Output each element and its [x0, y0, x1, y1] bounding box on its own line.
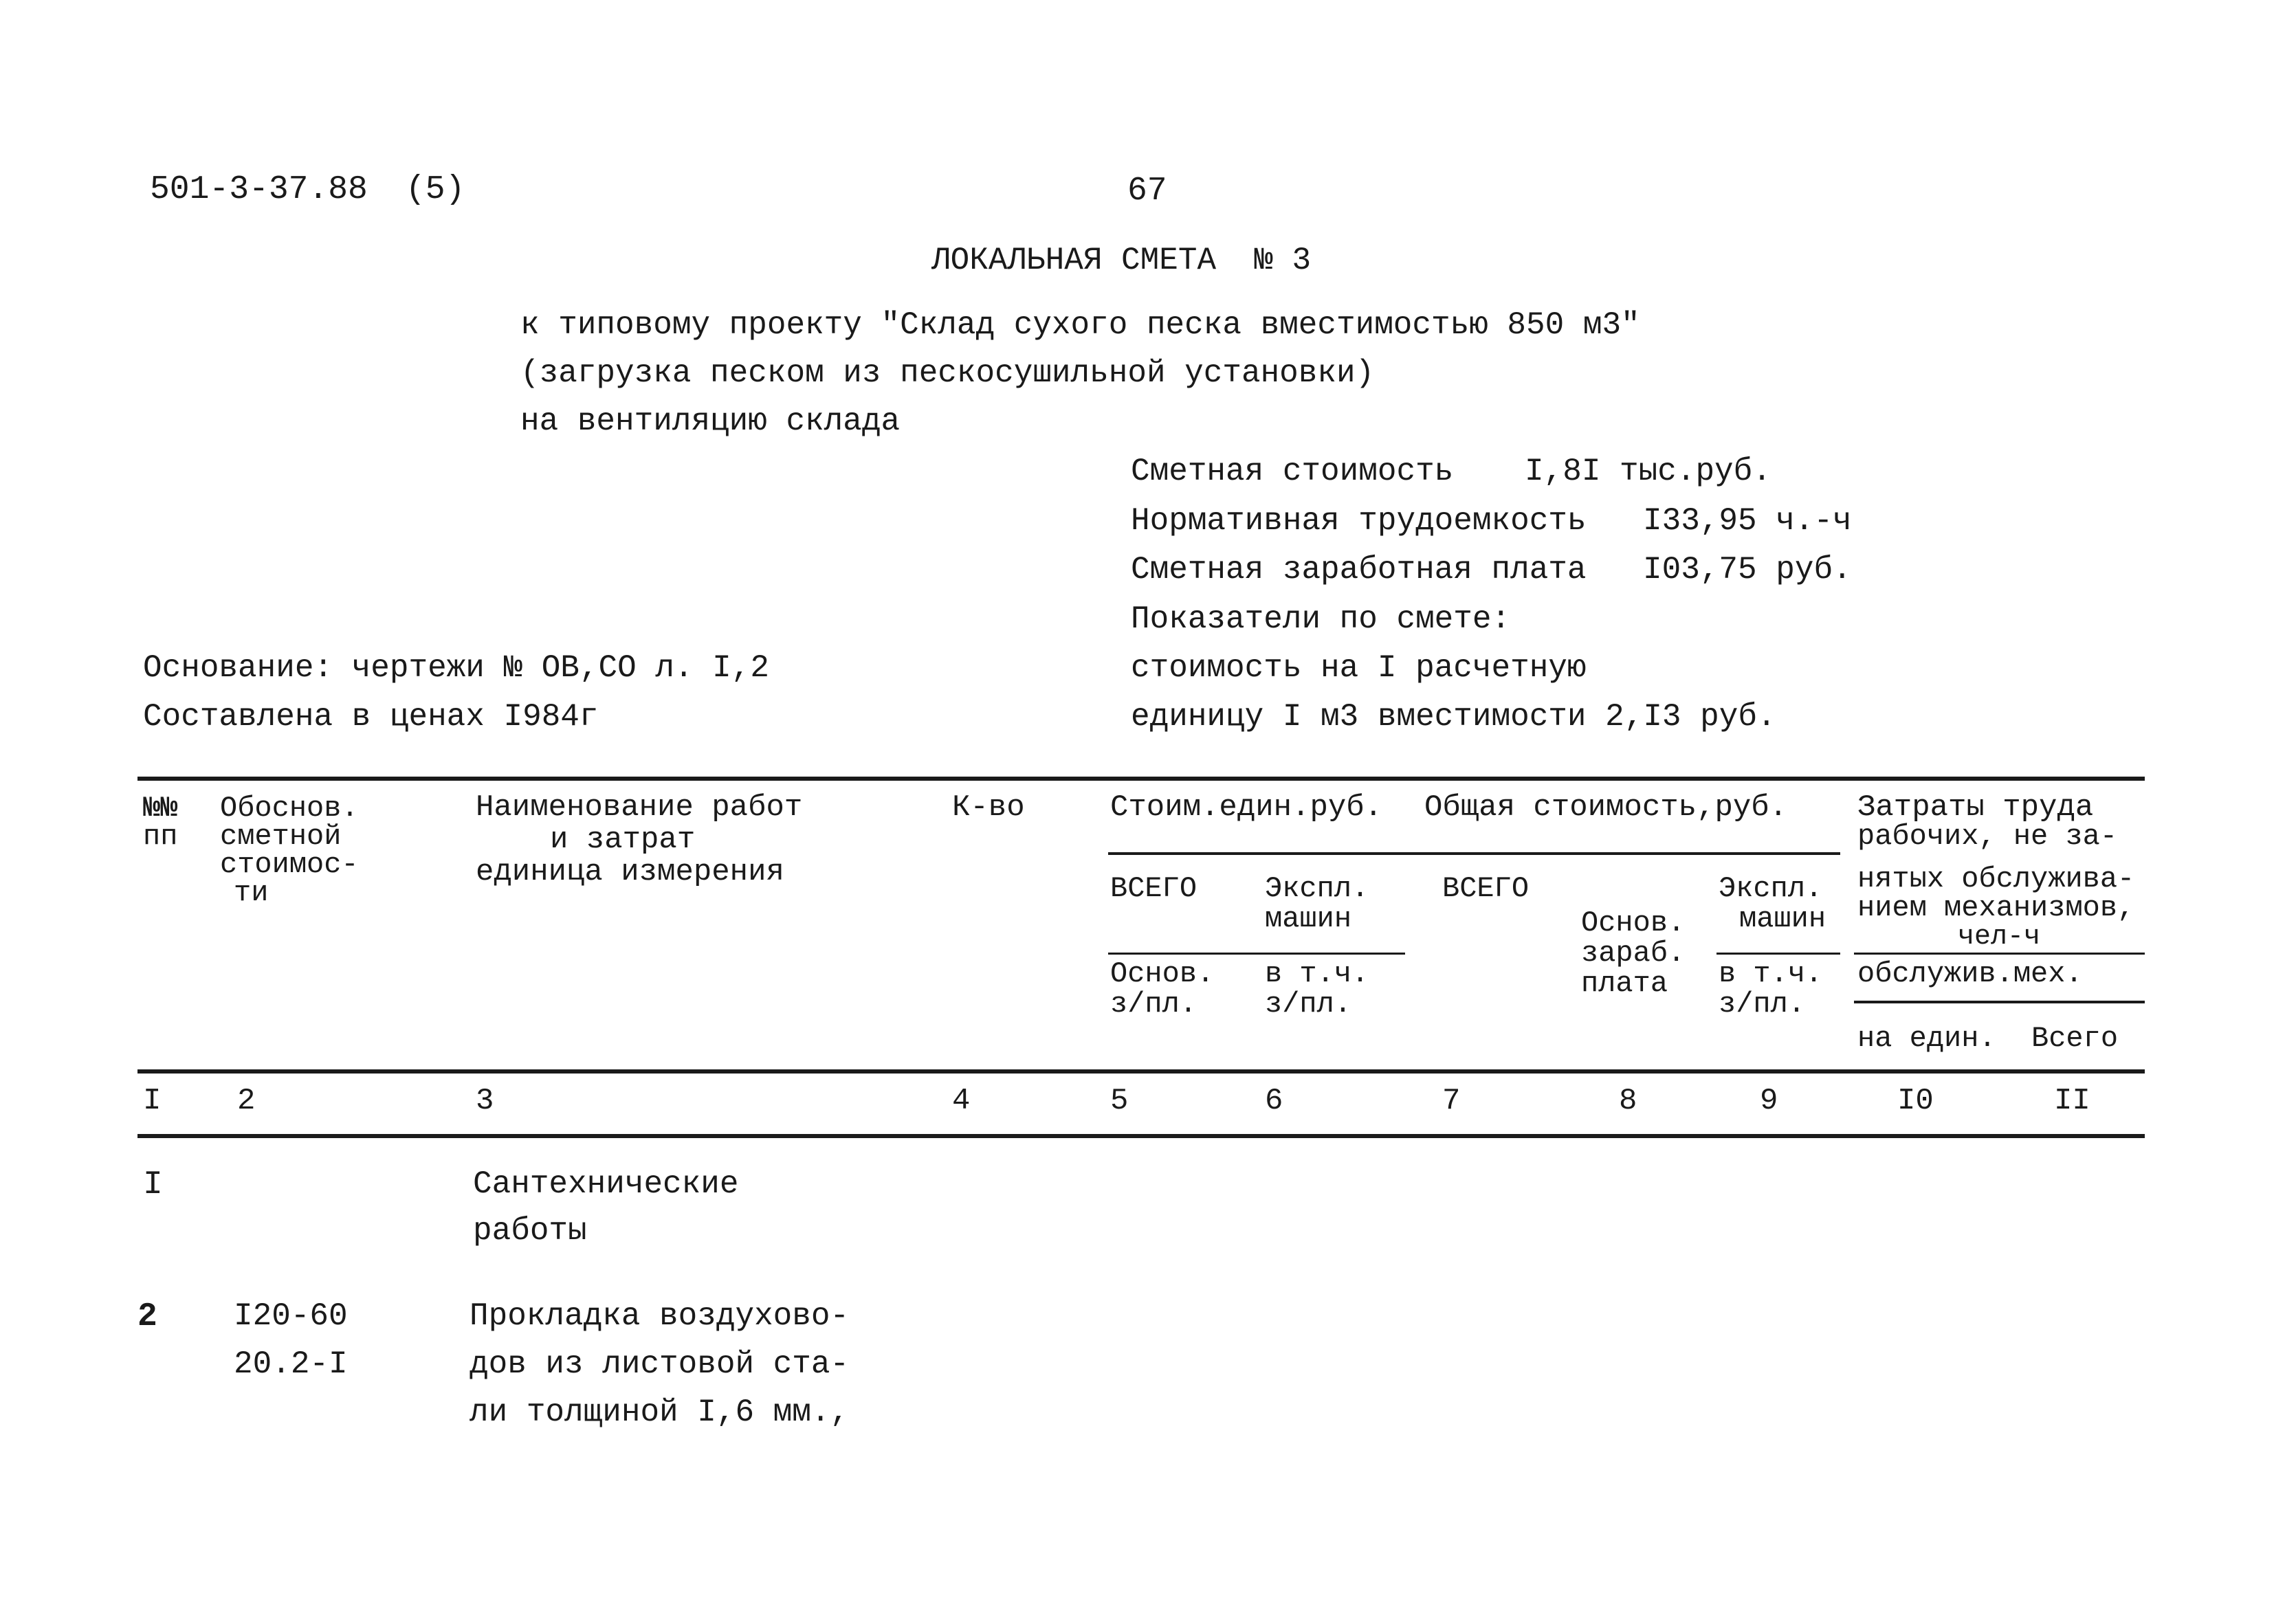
row-name-line-1: Прокладка воздухово- — [470, 1298, 850, 1334]
col-name-header-1: Наименование работ — [476, 790, 803, 825]
labor-header-6: обслужив.мех. — [1857, 957, 2083, 990]
row-name-line-2: дов из листовой ста- — [470, 1346, 850, 1382]
col-basis-header-2: сметной — [220, 820, 342, 853]
project-line-2: (загрузка песком из пескосушильной установки) — [520, 355, 1375, 391]
estimated-cost-label: Сметная стоимость — [1131, 454, 1454, 489]
labor-intensity-value: I33,95 ч.-ч — [1643, 503, 1852, 539]
unit-mach-header-1: Экспл. — [1265, 872, 1369, 905]
estimated-wage-label: Сметная заработная плата — [1131, 552, 1587, 588]
estimated-wage-value: I03,75 руб. — [1643, 552, 1852, 588]
total-mach-sub-rule — [1716, 953, 1840, 955]
column-number: I0 — [1897, 1084, 1934, 1118]
total-mach-header-2: машин — [1739, 902, 1826, 935]
row-code-line-1: I20-60 — [234, 1298, 348, 1334]
unit-cost-line-2: единицу I м3 вместимости 2,I3 руб. — [1131, 699, 1776, 735]
total-base-wage-header-1: Основ. — [1581, 906, 1686, 939]
labor-header-5: чел-ч — [1958, 922, 2041, 953]
total-incl-wage-header-2: з/пл. — [1719, 988, 1806, 1021]
unit-base-wage-header-1: Основ. — [1110, 957, 1215, 990]
document-title: ЛОКАЛЬНАЯ СМЕТА № 3 — [931, 243, 1312, 278]
column-number: 4 — [952, 1084, 971, 1118]
labor-total-header: Всего — [2031, 1022, 2119, 1055]
header-bottom-rule — [137, 1069, 2145, 1074]
row-name-line-2: работы — [473, 1213, 587, 1249]
column-number: 9 — [1760, 1084, 1778, 1118]
unit-cost-sub-rule — [1108, 953, 1405, 955]
column-number: 7 — [1442, 1084, 1461, 1118]
unit-mach-header-2: машин — [1265, 902, 1352, 935]
labor-header-1: Затраты труда — [1857, 790, 2094, 825]
row-number: I — [143, 1166, 163, 1203]
basis-drawings: Основание: чертежи № ОВ,СО л. I,2 — [143, 650, 769, 686]
total-mach-header-1: Экспл. — [1719, 872, 1823, 905]
col-qty-header: К-во — [952, 790, 1025, 825]
row-number: 2 — [137, 1298, 157, 1335]
labor-sub-rule-2 — [1854, 1001, 2145, 1003]
unit-incl-wage-header-1: в т.ч. — [1265, 957, 1369, 990]
column-number: 6 — [1265, 1084, 1283, 1118]
column-number: 5 — [1110, 1084, 1129, 1118]
labor-header-4: нием механизмов, — [1857, 891, 2135, 924]
col-num-header-1: №№ — [143, 792, 178, 825]
labor-intensity-label: Нормативная трудоемкость — [1131, 503, 1587, 539]
total-total-header: ВСЕГО — [1442, 872, 1530, 905]
table-top-rule — [137, 777, 2145, 781]
group-header-rule — [1108, 852, 1840, 855]
col-name-header-2: и затрат — [550, 823, 696, 857]
col-basis-header-1: Обоснов. — [220, 792, 359, 825]
column-number: I — [143, 1084, 162, 1118]
column-numbers-rule — [137, 1134, 2145, 1138]
col-num-header-2: пп — [143, 820, 178, 853]
labor-header-3: нятых обслужива- — [1857, 863, 2135, 896]
unit-cost-group-header: Стоим.един.руб. — [1110, 790, 1383, 825]
unit-base-wage-header-2: з/пл. — [1110, 988, 1197, 1021]
document-code: 501-3-37.88 — [150, 171, 368, 208]
unit-cost-line-1: стоимость на I расчетную — [1131, 650, 1587, 686]
labor-per-unit-header: на един. — [1857, 1022, 1996, 1055]
column-number: II — [2054, 1084, 2090, 1118]
row-name-line-3: ли толщиной I,6 мм., — [470, 1394, 850, 1430]
labor-header-2: рабочих, не за- — [1857, 820, 2118, 853]
document-part: (5) — [406, 171, 465, 208]
labor-sub-rule-1 — [1854, 953, 2145, 955]
total-base-wage-header-3: плата — [1581, 967, 1668, 1000]
total-cost-group-header: Общая стоимость,руб. — [1424, 790, 1788, 825]
col-basis-header-3: стоимос- — [220, 848, 359, 881]
page-number: 67 — [1127, 173, 1167, 210]
unit-incl-wage-header-2: з/пл. — [1265, 988, 1352, 1021]
total-base-wage-header-2: зараб. — [1581, 937, 1686, 970]
col-basis-header-4: ти — [234, 876, 269, 909]
column-number: 3 — [476, 1084, 494, 1118]
row-name-line-1: Сантехнические — [473, 1166, 739, 1202]
estimated-cost-value: I,8I тыс.руб. — [1525, 454, 1771, 489]
project-line-1: к типовому проекту "Склад сухого песка вместимостью 850 м3" — [520, 307, 1640, 343]
col-name-header-3: единица измерения — [476, 855, 784, 889]
project-line-3: на вентиляцию склада — [520, 403, 901, 439]
total-incl-wage-header-1: в т.ч. — [1719, 957, 1823, 990]
unit-total-header: ВСЕГО — [1110, 872, 1197, 905]
row-code-line-2: 20.2-I — [234, 1346, 348, 1382]
basis-prices: Составлена в ценах I984г — [143, 699, 599, 735]
indicators-label: Показатели по смете: — [1131, 601, 1511, 637]
column-number: 2 — [237, 1084, 256, 1118]
column-number: 8 — [1619, 1084, 1637, 1118]
